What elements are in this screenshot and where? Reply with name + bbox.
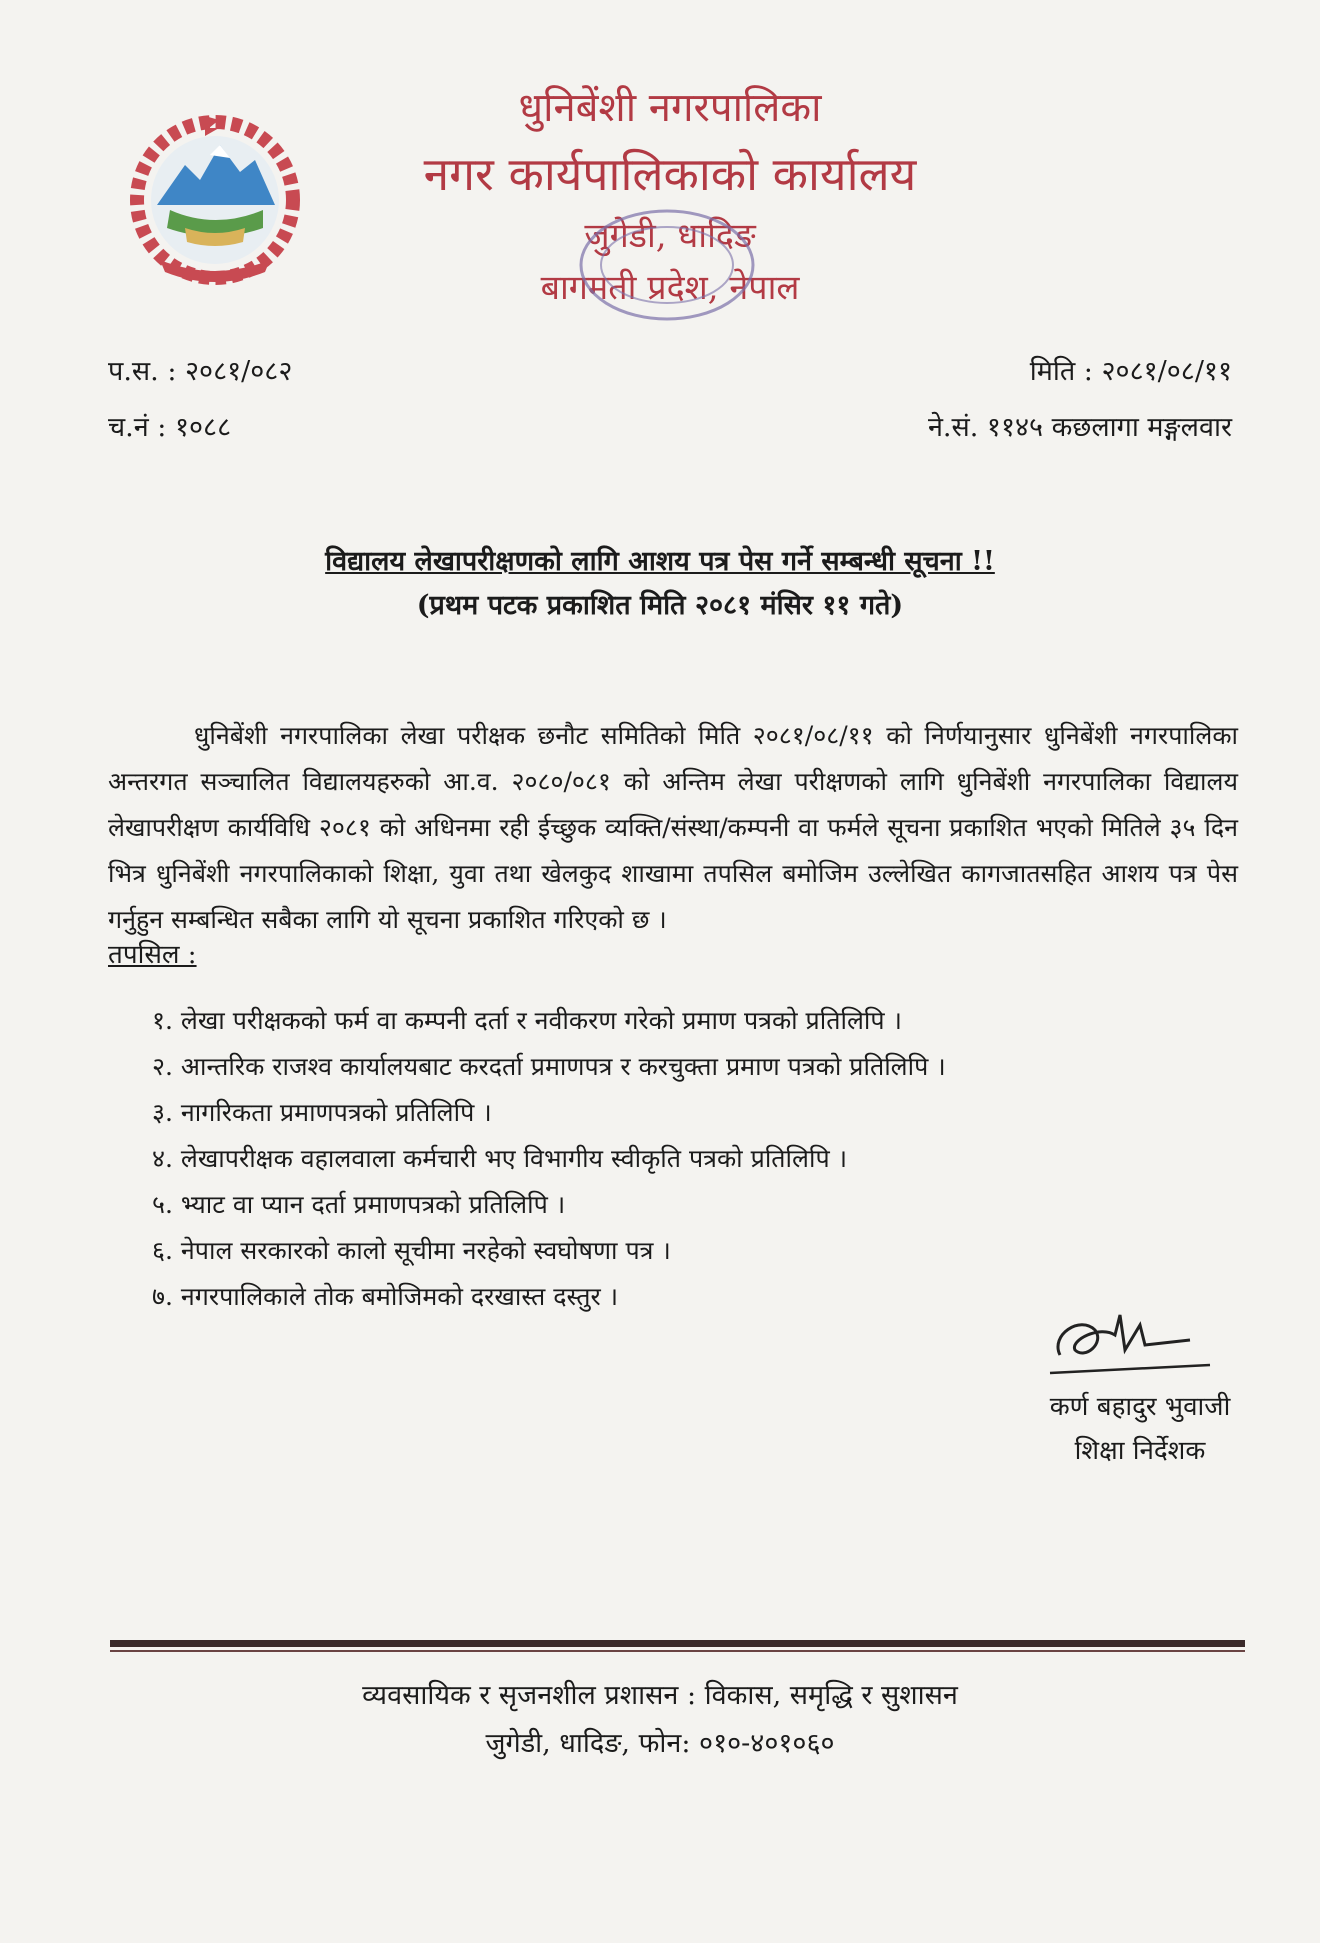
list-item: ६. नेपाल सरकारको कालो सूचीमा नरहेको स्वघोषणा पत्र । [152,1236,671,1265]
footer-contact: जुगेडी, धादिङ, फोन: ०१०-४०१०६० [485,1728,835,1759]
list-item: ४. लेखापरीक्षक वहालवाला कर्मचारी भए विभागीय स्वीकृति पत्रको प्रतिलिपि । [152,1144,848,1173]
office-stamp-icon [575,205,760,325]
office-name: नगर कार्यपालिकाको कार्यालय [423,147,917,201]
signer-title: शिक्षा निर्देशक [1074,1436,1206,1466]
notice-date: मिति : २०८१/०८/११ [1029,356,1232,387]
nepal-emblem-icon [115,110,315,290]
nepal-samvat-date: ने.सं. ११४५ कछलागा मङ्गलवार [927,412,1232,443]
signer-block [1040,1385,1240,1473]
footer-slogan: व्यवसायिक र सृजनशील प्रशासन : विकास, समृद्धि र सुशासन [362,1680,958,1711]
annex-label: तपसिल : [108,940,197,970]
list-item: ७. नगरपालिकाले तोक बमोजिमको दरखास्त दस्तुर । [152,1282,619,1311]
list-item: १. लेखा परीक्षकको फर्म वा कम्पनी दर्ता र नवीकरण गरेको प्रमाण पत्रको प्रतिलिपि । [152,1006,903,1035]
signature-icon [1040,1295,1220,1385]
list-item: ३. नागरिकता प्रमाणपत्रको प्रतिलिपि । [152,1098,492,1127]
notice-title: विद्यालय लेखापरीक्षणको लागि आशय पत्र पेस गर्ने सम्बन्धी सूचना !! [325,546,995,577]
list-item: ५. भ्याट वा प्यान दर्ता प्रमाणपत्रको प्रतिलिपि । [152,1190,566,1219]
notice-subtitle: (प्रथम पटक प्रकाशित मिति २०८१ मंसिर ११ गते) [416,590,904,621]
dispatch-number: च.नं : १०८८ [108,412,232,443]
footer [0,1672,1320,1768]
notice-body: धुनिबेंशी नगरपालिका लेखा परीक्षक छनौट समितिको मिति २०८१/०८/११ को निर्णयानुसार धुनिबेंशी नगरपालिका अन्तरगत सञ्चालित विद्यालयहरुको आ.व. २०८०/०८१ को अन्तिम लेखा परीक्षणको लागि धुनिबेंशी नगरपालिका विद्यालय लेखापरीक्षण कार्यविधि २०८१ को अधिनमा रही ईच्छुक व्यक्ति/संस्था/कम्पनी वा फर्मले सूचना प्रकाशित भएको मितिले ३५ दिन भित्र धुनिबेंशी नगरपालिकाको शिक्षा, युवा तथा खेलकुद शाखामा तपसिल बमोजिम उल्लेखित कागजातसहित आशय पत्र पेस गर्नुहुन सम्बन्धित सबैका लागि यो सूचना प्रकाशित गरिएको छ । [108,721,1238,934]
list-item: २. आन्तरिक राजश्व कार्यालयबाट करदर्ता प्रमाणपत्र र करचुक्ता प्रमाण पत्रको प्रतिलिपि । [152,1052,946,1081]
reference-right [928,352,1232,448]
office-place: जुगेडी, धादिङ [584,216,756,256]
reference-left [108,352,292,448]
requirements-list [152,998,946,1320]
notice-heading [0,540,1320,628]
fiscal-year-ref: प.स. : २०८१/०८२ [108,356,293,387]
municipality-name: धुनिबेंशी नगरपालिका [518,85,822,131]
footer-divider-thin [110,1650,1245,1652]
office-province: बागमती प्रदेश, नेपाल [540,268,800,308]
signer-name: कर्ण बहादुर भुवाजी [1049,1392,1231,1422]
footer-divider [110,1640,1245,1647]
